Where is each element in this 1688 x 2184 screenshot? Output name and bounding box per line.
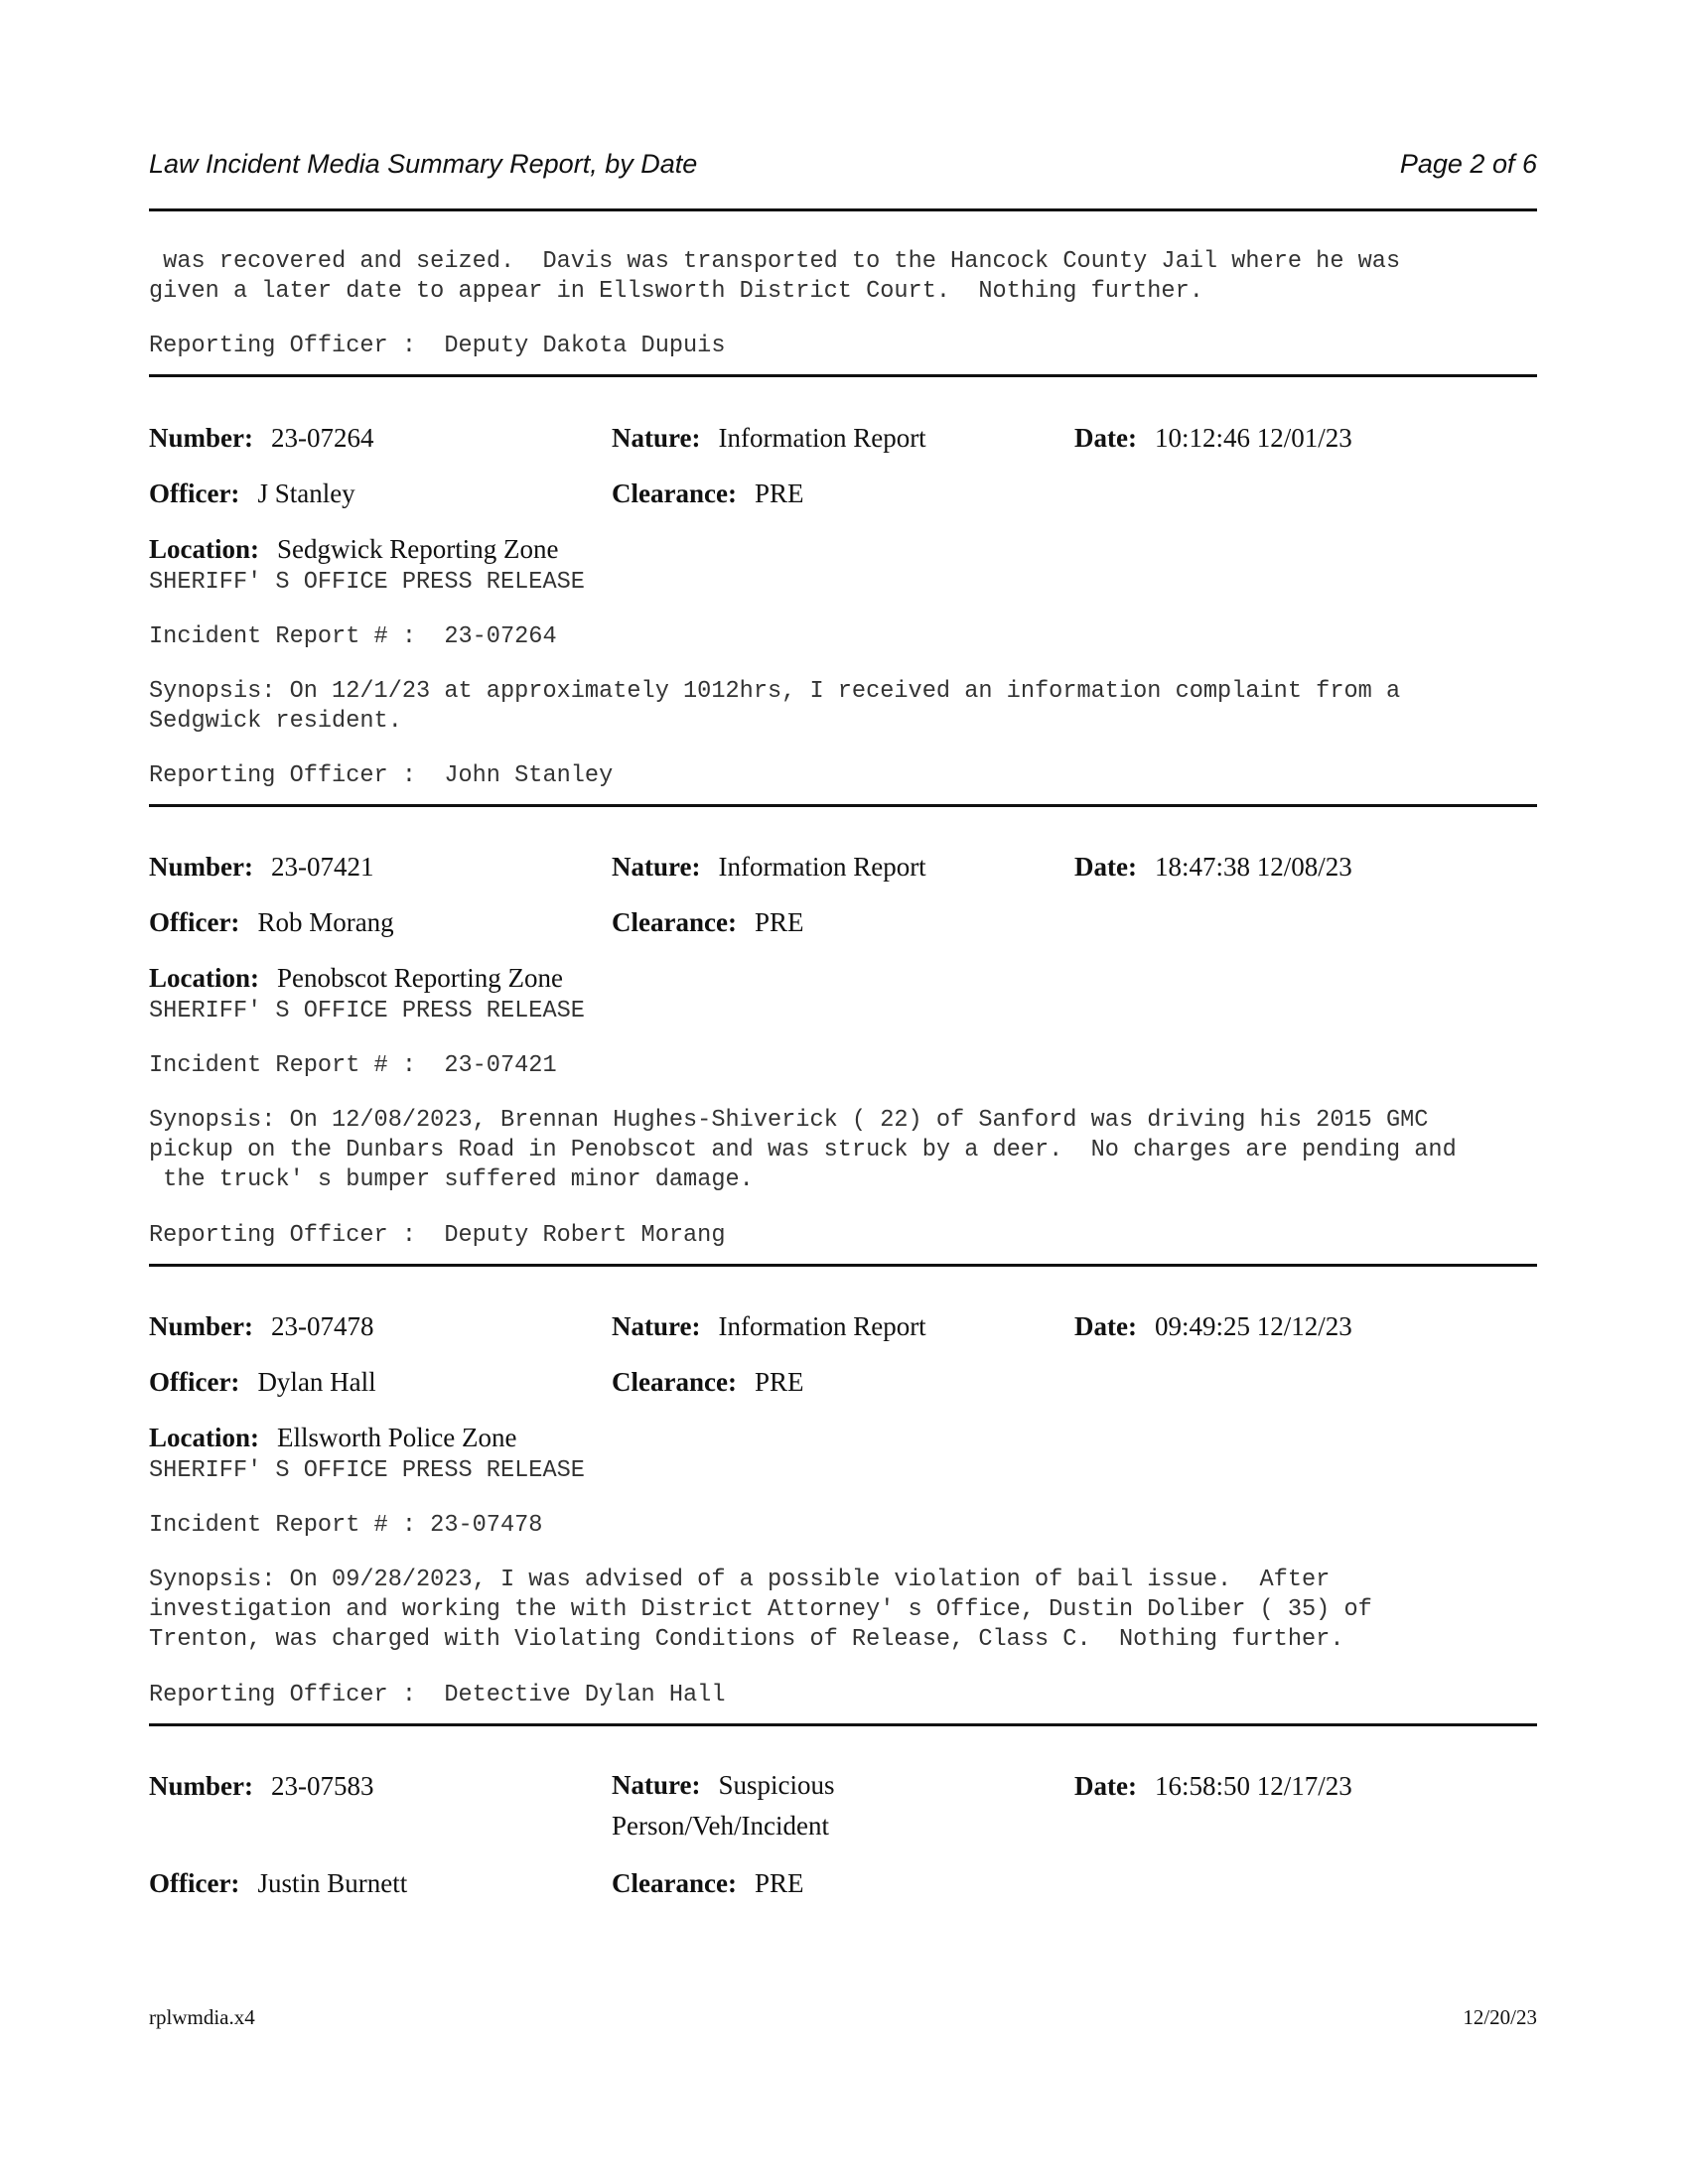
date-field: Date: 09:49:25 12/12/23 <box>1074 1311 1352 1341</box>
press-release-label: SHERIFF' S OFFICE PRESS RELEASE <box>149 998 585 1024</box>
entry-divider <box>149 1264 1537 1267</box>
number-field: Number: 23-07264 <box>149 423 374 453</box>
incident-location: Penobscot Reporting Zone <box>277 963 563 993</box>
officer-field: Officer: Rob Morang <box>149 907 394 937</box>
incident-officer: Dylan Hall <box>257 1367 376 1397</box>
nature-field: Nature: Suspicious Person/Veh/Incident <box>612 1770 835 1841</box>
incident-clearance: PRE <box>754 478 804 508</box>
officer-field: Officer: Dylan Hall <box>149 1367 376 1397</box>
number-field: Number: 23-07583 <box>149 1771 374 1801</box>
incident-date: 10:12:46 12/01/23 <box>1154 423 1352 453</box>
press-release-label: SHERIFF' S OFFICE PRESS RELEASE <box>149 569 585 596</box>
nature-field: Nature: Information Report <box>612 852 926 882</box>
incident-clearance: PRE <box>754 907 804 937</box>
incident-nature: Information Report <box>718 423 926 453</box>
incident-officer: Rob Morang <box>257 907 394 937</box>
incident-number: 23-07583 <box>270 1771 374 1801</box>
date-field: Date: 16:58:50 12/17/23 <box>1074 1771 1352 1801</box>
incident-officer: Justin Burnett <box>257 1868 408 1898</box>
entry-divider <box>149 374 1537 377</box>
clearance-field: Clearance: PRE <box>612 1367 804 1397</box>
date-field: Date: 10:12:46 12/01/23 <box>1074 423 1352 453</box>
incident-number: 23-07421 <box>270 852 374 882</box>
press-release-label: SHERIFF' S OFFICE PRESS RELEASE <box>149 1457 585 1484</box>
incident-location: Ellsworth Police Zone <box>277 1423 517 1452</box>
incident-date: 09:49:25 12/12/23 <box>1154 1311 1352 1341</box>
incident-location: Sedgwick Reporting Zone <box>277 534 559 564</box>
entry-divider <box>149 1723 1537 1726</box>
incident-nature: Suspicious Person/Veh/Incident <box>612 1770 835 1841</box>
location-field: Location: Penobscot Reporting Zone <box>149 963 563 993</box>
synopsis: Synopsis: On 12/1/23 at approximately 1012hrs, I received an information complaint from a Sedgwick resident. <box>149 678 1401 735</box>
continuation-text: was recovered and seized. Davis was transported to the Hancock County Jail where he was given a later date to appear in Ellsworth District Court. Nothing further. <box>149 248 1401 305</box>
incident-date: 18:47:38 12/08/23 <box>1154 852 1352 882</box>
header-divider <box>149 208 1537 211</box>
incident-report-number: Incident Report # : 23-07264 <box>149 623 557 650</box>
incident-nature: Information Report <box>718 1311 926 1341</box>
entry-divider <box>149 804 1537 807</box>
incident-report-number: Incident Report # : 23-07421 <box>149 1052 557 1079</box>
reporting-officer: Reporting Officer : Detective Dylan Hall <box>149 1682 726 1708</box>
location-field: Location: Ellsworth Police Zone <box>149 1423 517 1452</box>
incident-nature: Information Report <box>718 852 926 882</box>
page-indicator: Page 2 of 6 <box>1399 149 1537 179</box>
reporting-officer: Reporting Officer : John Stanley <box>149 762 614 789</box>
clearance-field: Clearance: PRE <box>612 478 804 508</box>
report-header <box>149 147 1537 187</box>
number-field: Number: 23-07421 <box>149 852 374 882</box>
synopsis: Synopsis: On 12/08/2023, Brennan Hughes-Shiverick ( 22) of Sanford was driving his 2015 GMC pickup on the Dunbars Road in Penobscot and was struck by a deer. No charges are pending and the truck' s bumper suffered minor damage. <box>149 1107 1457 1193</box>
incident-clearance: PRE <box>754 1367 804 1397</box>
clearance-field: Clearance: PRE <box>612 907 804 937</box>
incident-number: 23-07478 <box>270 1311 374 1341</box>
number-field: Number: 23-07478 <box>149 1311 374 1341</box>
continuation-reporting-officer: Reporting Officer : Deputy Dakota Dupuis <box>149 333 726 359</box>
reporting-officer: Reporting Officer : Deputy Robert Morang <box>149 1222 726 1249</box>
clearance-field: Clearance: PRE <box>612 1868 804 1898</box>
incident-report-number: Incident Report # : 23-07478 <box>149 1512 543 1539</box>
footer-report-code: rplwmdia.x4 <box>149 2005 255 2029</box>
officer-field: Officer: J Stanley <box>149 478 355 508</box>
incident-number: 23-07264 <box>270 423 374 453</box>
nature-field: Nature: Information Report <box>612 1311 926 1341</box>
officer-field: Officer: Justin Burnett <box>149 1868 408 1898</box>
incident-clearance: PRE <box>754 1868 804 1898</box>
footer-print-date: 12/20/23 <box>1463 2005 1537 2029</box>
date-field: Date: 18:47:38 12/08/23 <box>1074 852 1352 882</box>
incident-date: 16:58:50 12/17/23 <box>1154 1771 1352 1801</box>
synopsis: Synopsis: On 09/28/2023, I was advised of a possible violation of bail issue. After investigation and working the with District Attorney' s Office, Dustin Doliber ( 35) of Trenton, was charged with Violating Conditions of Release, Class C. Nothing further. <box>149 1567 1372 1653</box>
nature-field: Nature: Information Report <box>612 423 926 453</box>
report-title: Law Incident Media Summary Report, by Date <box>149 149 698 179</box>
location-field: Location: Sedgwick Reporting Zone <box>149 534 559 564</box>
incident-officer: J Stanley <box>257 478 355 508</box>
